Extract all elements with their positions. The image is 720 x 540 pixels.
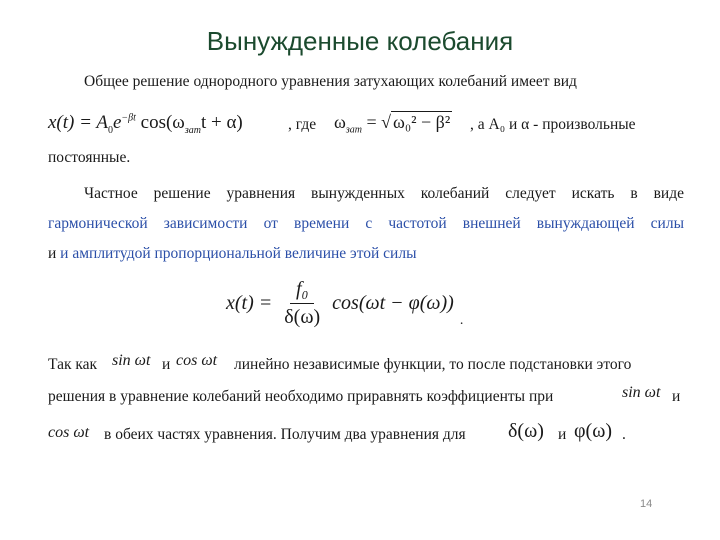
a0-and-alpha <box>470 116 636 134</box>
p2-line3-blue: и амплитудой пропорциональной величине этой силы <box>60 245 417 262</box>
omega-symbol: ω <box>334 112 346 132</box>
p3-line3-cos: cos ωt <box>48 424 90 441</box>
a0-alpha-text: , а A₀ и α <box>470 116 530 133</box>
formula2-fraction <box>278 278 326 329</box>
p3-phi: φ(ω) <box>574 420 613 442</box>
formula2-lhs: x(t) = <box>226 292 273 314</box>
arbitrary-text: - произвольные <box>529 116 636 133</box>
p3-line3-and: и <box>558 426 567 443</box>
formula2-rhs: cos(ωt − φ(ω)) <box>332 292 454 314</box>
omega-zat-definition <box>334 112 452 136</box>
formula-exp: −βt <box>121 112 136 124</box>
formula-sub0: 0 <box>107 124 113 136</box>
p3-and1: и <box>162 356 171 373</box>
p2-line1: Частное решение уравнения вынужденных колебаний следует искать в виде <box>84 185 684 202</box>
p3-line1-rest: линейно независимые функции, то после подстановки этого <box>234 356 632 373</box>
formula-forced-solution <box>226 278 463 329</box>
p3-line3-text: в обеих частях уравнения. Получим два уравнения для <box>104 426 466 443</box>
formula2-numerator: f₀ <box>290 278 315 304</box>
p3-line2-sin: sin ωt <box>622 384 661 401</box>
where-text: , где <box>288 116 317 133</box>
p3-cos-wt: cos ωt <box>176 352 218 369</box>
page-number: 14 <box>640 498 653 510</box>
omega-sub-zat: зат <box>345 124 362 136</box>
eq-sqrt: = √ <box>366 112 392 132</box>
formula2-dot: . <box>459 313 464 328</box>
formula-cos: cos(ω <box>140 112 185 133</box>
p2-line3-and: и <box>48 245 61 262</box>
p3-sin-wt: sin ωt <box>112 352 151 369</box>
p3-line2: решения в уравнение колебаний необходимо приравнять коэффициенты при <box>48 388 554 405</box>
p1-constants: постоянные. <box>48 149 131 166</box>
p1-intro: Общее решение однородного уравнения затухающих колебаний имеет вид <box>84 73 577 90</box>
radicand: ω₀² − β² <box>393 112 451 132</box>
formula2-denominator: δ(ω) <box>284 306 321 328</box>
p3-so-since: Так как <box>48 356 98 373</box>
formula-tail: t + α) <box>200 112 243 133</box>
p2-line2: гармонической зависимости от времени с частотой внешней вынуждающей силы <box>48 215 684 232</box>
p3-line3-end: . <box>622 426 626 443</box>
p2-line3 <box>48 244 684 264</box>
p3-line2-and: и <box>672 388 681 405</box>
formula-lhs: x(t) = A <box>48 112 108 133</box>
p3-delta: δ(ω) <box>508 420 544 442</box>
formula-sub-zat: зат <box>184 124 201 136</box>
formula-general-solution: $x(t) = A_0e^{-\beta t}$ $\cos(\omega_{зат}t + \alpha)$ <box>48 112 243 136</box>
slide-title: Вынужденные колебания <box>206 26 514 56</box>
